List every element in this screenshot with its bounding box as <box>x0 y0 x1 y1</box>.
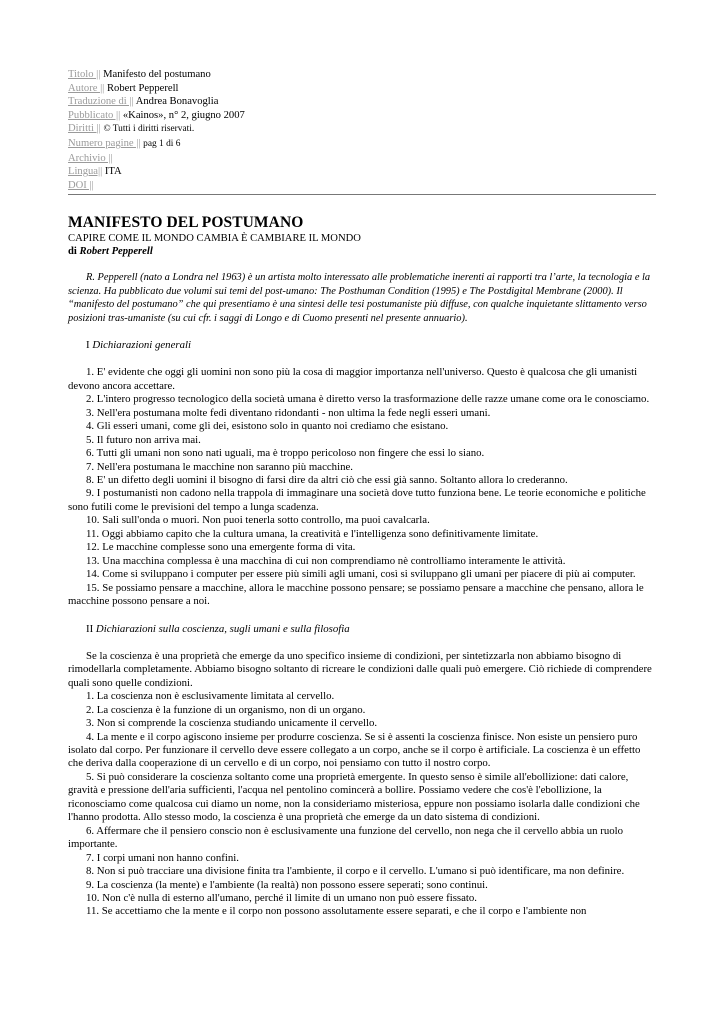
list-item: 13. Una macchina complessa è una macchina di cui non comprendiamo nè controlliamo interamente le attività. <box>86 554 566 567</box>
list-item: 4. Gli esseri umani, come gli dei, esistono solo in quanto noi crediamo che esistano. <box>86 420 449 433</box>
list-item: 12. Le macchine complesse sono una emergente forma di vita. <box>86 541 356 554</box>
meta-row <box>68 82 656 96</box>
meta-link[interactable]: Titolo || <box>68 69 101 80</box>
list-item: 9. I postumanisti non cadono nella trappola di immaginare una società dove tutto funziona bene. Le teorie economiche e politiche sono futili come le previsioni del tempo a lunga scadenza. <box>68 487 646 513</box>
meta-row <box>68 152 656 166</box>
list-item: 7. I corpi umani non hanno confini. <box>86 851 239 864</box>
list-item: 15. Se possiamo pensare a macchine, allora le macchine possono pensare; se possiamo pensare a macchine che pensano, allora le macchine possono pensare a noi. <box>68 581 644 608</box>
meta-value: © Tutti i diritti riservati. <box>103 124 195 135</box>
meta-value: Manifesto del postumano <box>103 69 211 80</box>
section-2-lead: Se la coscienza è una proprietà che emerge da uno specifico insieme di condizioni, per sintetizzarla non abbiamo bisogno di rimodellarla completamente. Abbiamo bisogno soltanto di ricreare le condizioni dalle quali può emergere. Ciò richiede di comprendere quali sono quelle condizioni. <box>68 649 652 689</box>
list-item: 5. Si può considerare la coscienza soltanto come una proprietà emergente. In questo senso è simile all'ebollizione: dati calore, gravità e pressione dell'aria sufficienti, l'acqua nel pentolino comincerà a bollire. Possiamo vedere che cos'è l'ebollizione, la riconosciamo come qualcosa cui diamo un nome, non la consideriamo misteriosa, eppure non possiamo isolarla dalle condizioni che l'hanno prodotta. Allo stesso modo, la coscienza è una proprietà che emerge da un dato sistema di condizioni. <box>68 770 640 824</box>
meta-row <box>68 165 656 179</box>
list-item: 10. Non c'è nulla di esterno all'umano, perché il limite di un umano non può essere fissato. <box>86 891 477 904</box>
section-title: Dichiarazioni generali <box>92 338 191 351</box>
meta-link[interactable]: Traduzione di || <box>68 96 134 108</box>
list-item: 2. La coscienza è la funzione di un organismo, non di un organo. <box>86 703 366 716</box>
list-item: 14. Come si sviluppano i computer per essere più simili agli umani, così si sviluppano gli umani per piacere di più ai computer. <box>86 568 636 581</box>
list-item: 5. Il futuro non arriva mai. <box>86 433 201 446</box>
meta-link[interactable]: DOI || <box>68 179 94 191</box>
list-item: 8. Non si può tracciare una divisione finita tra l'ambiente, il corpo e il cervello. L'umano si può identificare, ma non definire. <box>86 865 625 878</box>
meta-row <box>68 68 656 82</box>
byline-prefix: di <box>68 246 77 258</box>
meta-link[interactable]: Autore || <box>68 82 105 94</box>
meta-value: Robert Pepperell <box>106 82 179 94</box>
meta-link[interactable]: Lingua|| <box>68 166 103 178</box>
meta-row <box>68 95 656 109</box>
document-page <box>68 68 656 919</box>
section-heading-1 <box>68 339 656 352</box>
meta-link[interactable]: Pubblicato || <box>68 109 121 121</box>
section-heading-2 <box>68 623 656 636</box>
meta-row <box>68 179 656 193</box>
list-item: 3. Non si comprende la coscienza studiando unicamente il cervello. <box>86 717 378 730</box>
meta-value: Andrea Bonavoglia <box>135 96 219 108</box>
meta-row <box>68 122 656 137</box>
byline-author: Robert Pepperell <box>79 246 153 258</box>
meta-row <box>68 137 656 152</box>
list-item: 10. Sali sull'onda o muori. Non puoi tenerla sotto controllo, ma puoi cavalcarla. <box>86 514 430 527</box>
document-subtitle: CAPIRE COME IL MONDO CAMBIA È CAMBIARE IL MONDO <box>68 233 361 245</box>
section-number: I <box>86 338 90 351</box>
list-item: 9. La coscienza (la mente) e l'ambiente (la realtà) non possono essere seperati; sono continui. <box>86 878 488 891</box>
list-item: 6. Affermare che il pensiero conscio non è esclusivamente una funzione del cervello, non nega che il cervello abbia un ruolo importante. <box>68 824 624 851</box>
byline <box>68 245 656 258</box>
meta-link[interactable]: Archivio || <box>68 152 113 164</box>
list-item: 7. Nell'era postumana le macchine non saranno più macchine. <box>86 460 353 473</box>
section-2-list <box>68 690 656 919</box>
list-item: 6. Tutti gli umani non sono nati uguali, ma è troppo pericoloso non fingere che essi lo siano. <box>86 447 485 460</box>
meta-link[interactable]: Diritti || <box>68 123 101 135</box>
meta-value: pag 1 di 6 <box>143 138 181 149</box>
meta-value: ITA <box>104 166 122 178</box>
section-1-list <box>68 366 656 608</box>
list-item: 11. Oggi abbiamo capito che la cultura umana, la creatività e l'intelligenza sono definitivamente limitate. <box>86 527 539 540</box>
meta-row <box>68 109 656 123</box>
list-item: 4. La mente e il corpo agiscono insieme per produrre coscienza. Se si è assenti la coscienza finisce. Non esiste un pensiero puro isolato dal corpo. Per funzionare il cervello deve essere collegato a un corpo, anche se il corpo è artificiale. La coscienza è un effetto che deriva dalla cooperazione di un cervello e di un corpo, noi pensiamo con tutto il nostro corpo. <box>68 730 641 770</box>
meta-link[interactable]: Numero pagine || <box>68 137 141 149</box>
list-item: 3. Nell'era postumana molte fedi diventano ridondanti - non ultima la fede negli esseri umani. <box>86 406 491 419</box>
document-title: MANIFESTO DEL POSTUMANO <box>68 214 304 232</box>
section-title: Dichiarazioni sulla coscienza, sugli umani e sulla filosofia <box>95 622 350 635</box>
list-item: 8. E' un difetto degli uomini il bisogno di farsi dire da altri ciò che essi già sanno. Soltanto allora lo crederanno. <box>86 474 568 486</box>
list-item: 2. L'intero progresso tecnologico della società umana è diretto verso la trasformazione delle razze umane come ora le conosciamo. <box>86 393 650 406</box>
list-item: 11. Se accettiamo che la mente e il corpo non possono assolutamente essere separati, e che il corpo e l'ambiente non <box>86 905 587 918</box>
metadata-block <box>68 68 656 192</box>
section-number: II <box>86 622 94 635</box>
meta-value: «Kainos», n° 2, giugno 2007 <box>122 109 245 121</box>
divider <box>68 194 656 195</box>
list-item: 1. E' evidente che oggi gli uomini non sono più la cosa di maggior importanza nell'universo. Questo è qualcosa che gli umanisti devono ancora accettare. <box>68 366 638 392</box>
intro-paragraph: R. Pepperell (nato a Londra nel 1963) è un artista molto interessato alle problematiche inerenti ai rapporti tra l’arte, la tecnologia e la scienza. Ha pubblicato due volumi sui temi del post-umano: The Posthuman Condition (1995) e The Postdigital Membrane (2000). Il “manifesto del postumano” che qui presentiamo è una sintesi delle tesi postumaniste più diffuse, con qualche inquietante slittamento verso posizioni tras-umaniste (su cui cfr. i saggi di Longo e di Cuomo presenti nel presente annuario). <box>68 272 651 324</box>
list-item: 1. La coscienza non è esclusivamente limitata al cervello. <box>86 690 335 703</box>
